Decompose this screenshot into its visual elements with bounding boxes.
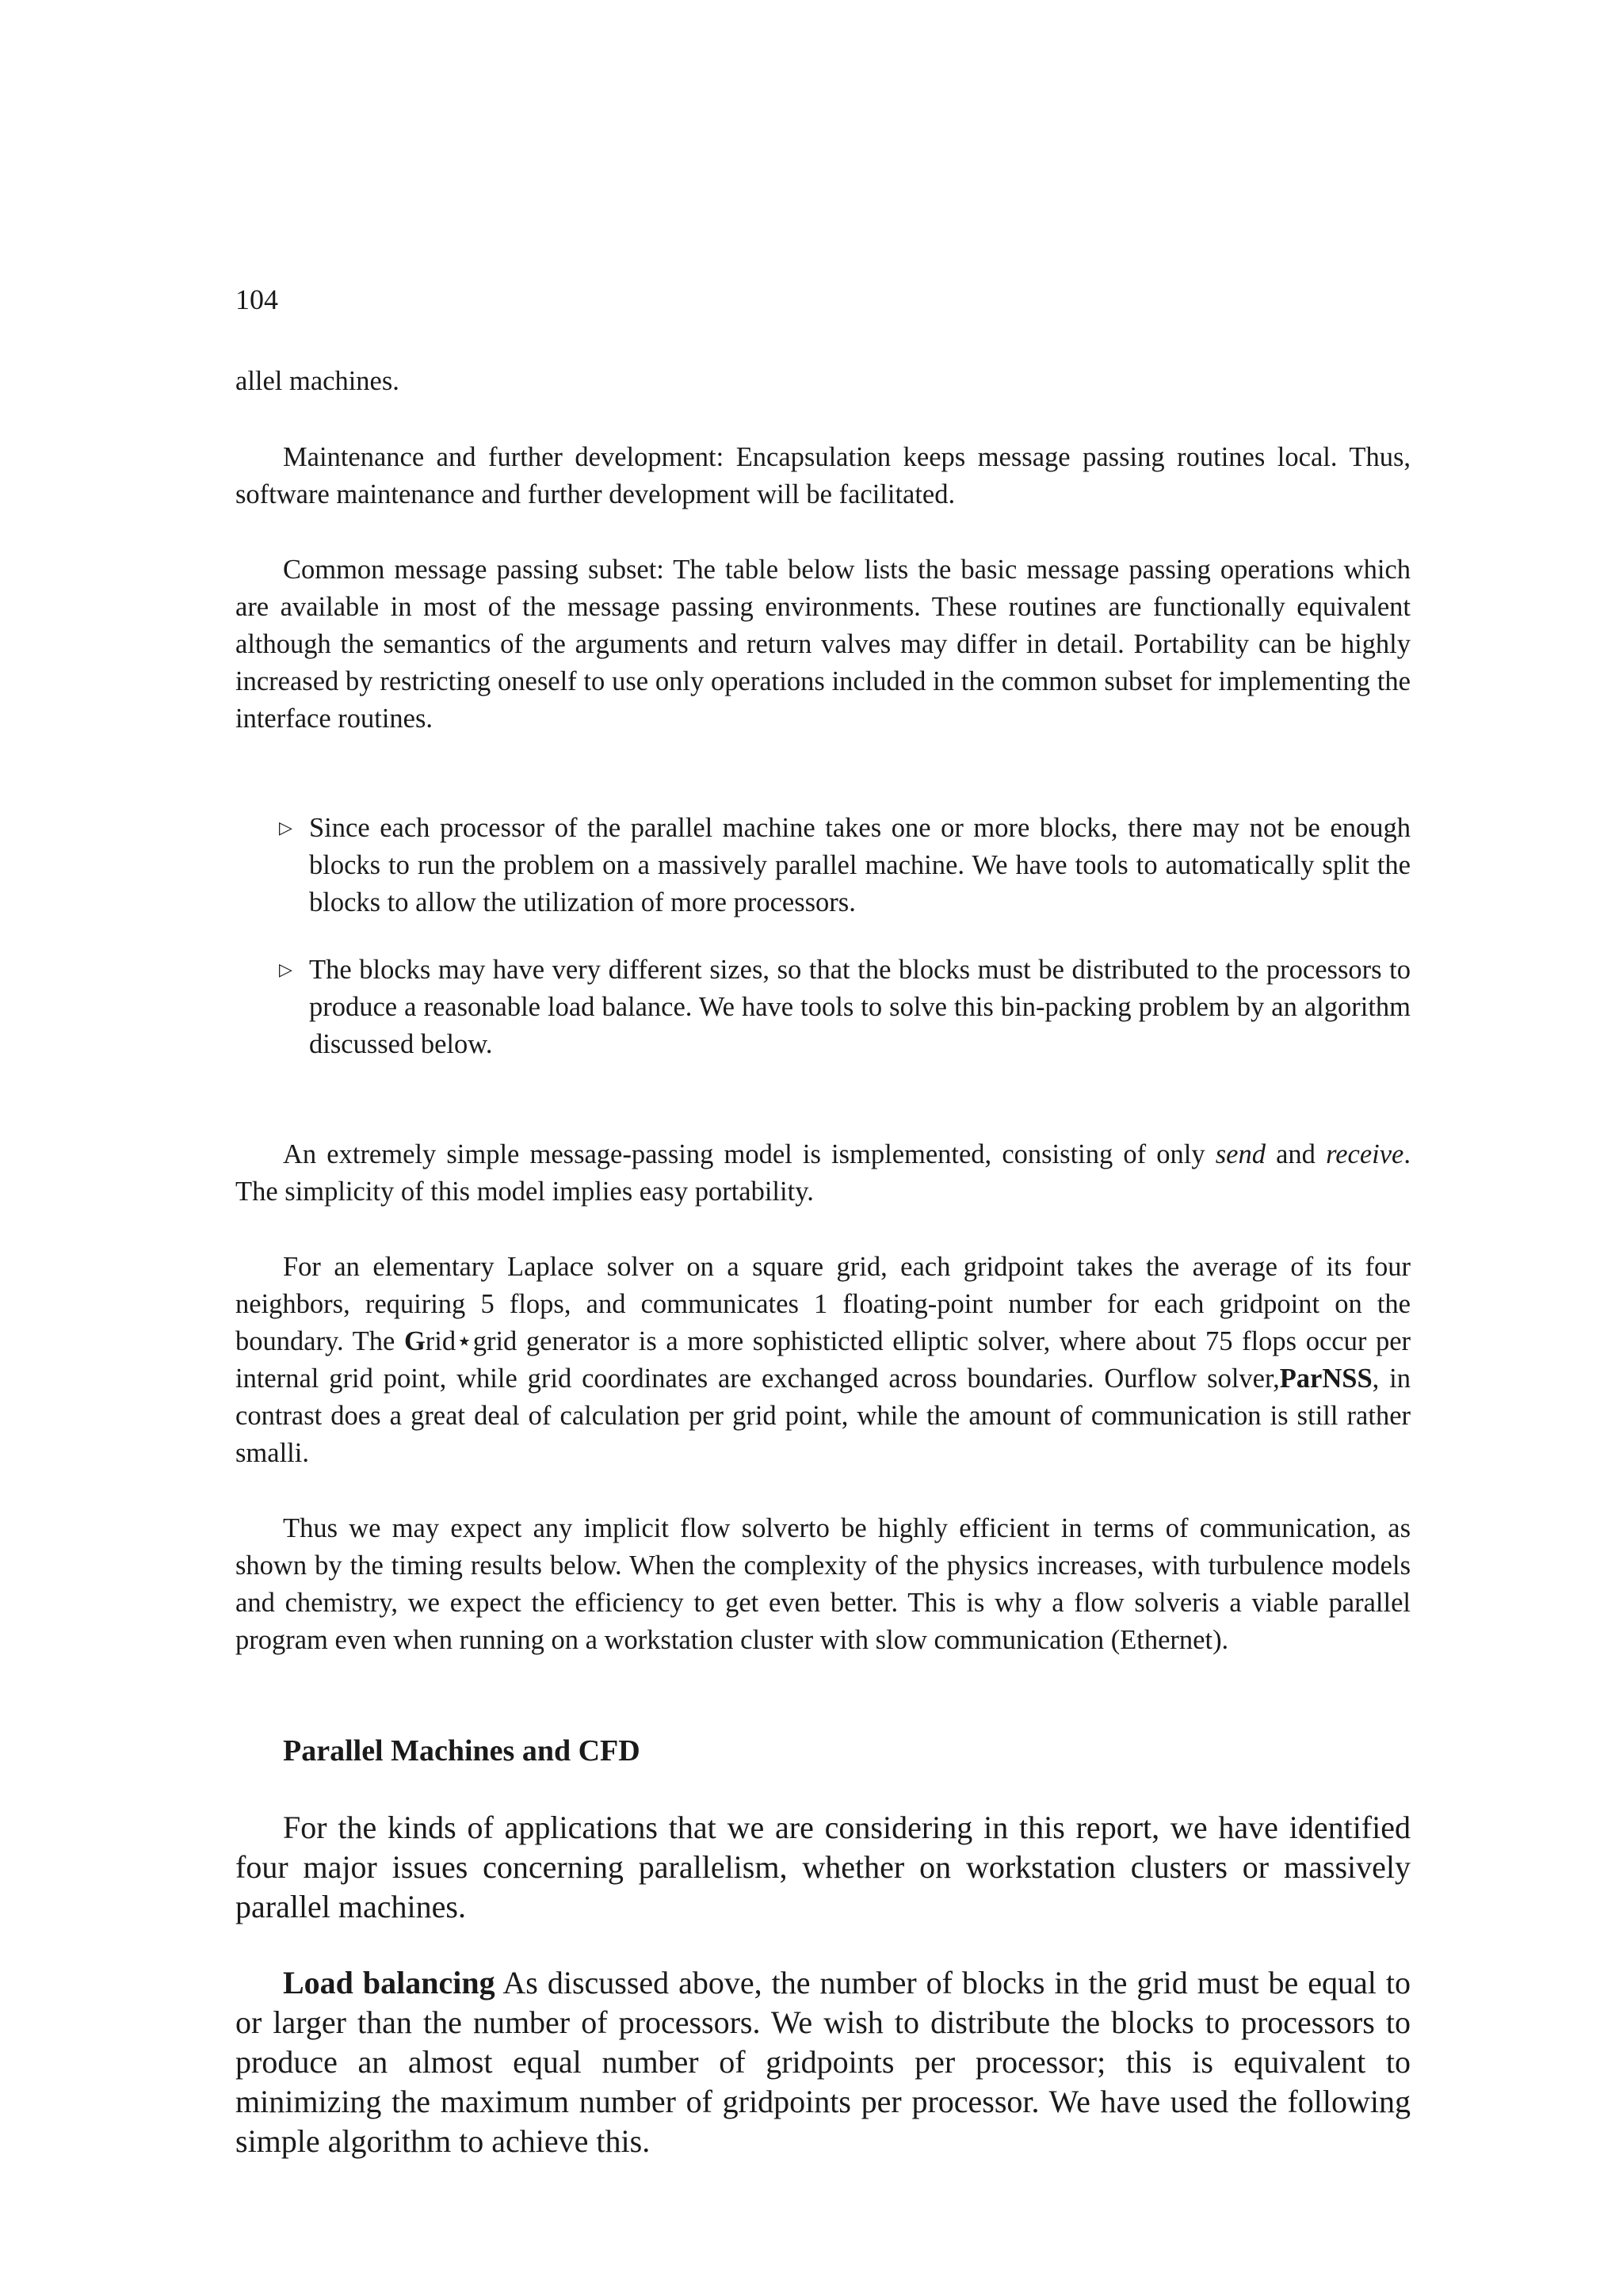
- triangle-right-outline-icon: ▷: [279, 818, 292, 838]
- bullet-item: [279, 810, 1411, 921]
- text-run: , in contrast does a great deal of calculation per grid point, while the amount of communication is still rather smalli.: [235, 1363, 1411, 1468]
- text-run: rid⋆grid generator is a more sophisticted elliptic solver, where about 75 flops occur per internal grid point, while grid coordinates are exchanged across boundaries. Ourflow solver,: [235, 1326, 1411, 1394]
- paragraph-load-balancing: [235, 1963, 1411, 2161]
- text-run: . The simplicity of this model implies easy portability.: [235, 1139, 1411, 1207]
- page-number: 104: [235, 284, 278, 315]
- emphasis-send: send: [1215, 1139, 1266, 1169]
- emphasis-receive: receive: [1326, 1139, 1404, 1169]
- text-run: and: [1265, 1139, 1327, 1169]
- paragraph-common-subset: Common message passing subset: The table below lists the basic message passing operations which are available in most of the message passing environments. These routines are functionally equivalent although the semantics of the arguments and return valves may differ in detail. Portability can be highly increased by restricting oneself to use only operations included in the common subset for implementing the interface routines.: [235, 555, 1411, 734]
- section-heading: Parallel Machines and CFD: [283, 1734, 640, 1768]
- load-balancing-lead: Load balancing: [283, 1965, 495, 2000]
- paragraph-message-passing-model: [235, 1136, 1411, 1211]
- paragraph-parallelism-issues: For the kinds of applications that we are considering in this report, we have identified four major issues concerning parallelism, whether on workstation clusters or massively parallel machines.: [235, 1810, 1411, 1924]
- paragraph-continuation: allel machines.: [235, 366, 399, 396]
- bullet-item: [279, 952, 1411, 1063]
- bullet-text: The blocks may have very different sizes, so that the blocks must be distributed to the processors to produce a reasonable load balance. We have tools to solve this bin-packing problem by an algorithm discussed below.: [309, 955, 1411, 1059]
- paragraph-flow-solver-efficiency: Thus we may expect any implicit flow solverto be highly efficient in terms of communication, as shown by the timing results below. When the complexity of the physics increases, with turbulence models and chemistry, we expect the efficiency to get even better. This is why a flow solveris a viable parallel program even when running on a workstation cluster with slow communication (Ethernet).: [235, 1513, 1411, 1655]
- paragraph-maintenance: Maintenance and further development: Encapsulation keeps message passing routines local. Thus, software maintenance and further development will be facilitated.: [235, 442, 1411, 509]
- paragraph-laplace-solver: [235, 1249, 1411, 1472]
- triangle-right-outline-icon: ▷: [279, 960, 292, 980]
- bullet-list: [279, 810, 1411, 1063]
- grid-star-grid-g: G: [403, 1326, 426, 1356]
- text-run: An extremely simple message-passing model is ismplemented, consisting of only: [283, 1139, 1216, 1169]
- parnss-name: ParNSS: [1279, 1363, 1373, 1394]
- text-run: For an elementary Laplace solver on a square grid, each gridpoint takes the average of its four neighbors, requiring 5 flops, and communicates 1 floating-point number for each gridpoint on the boundary. The: [235, 1252, 1411, 1356]
- text-run: As discussed above, the number of blocks in the grid must be equal to or larger than the number of processors. We wish to distribute the blocks to processors to produce an almost equal number of gridpoints per processor; this is equivalent to minimizing the maximum number of gridpoints per processor. We have used the following simple algorithm to achieve this.: [235, 1965, 1411, 2159]
- bullet-text: Since each processor of the parallel machine takes one or more blocks, there may not be enough blocks to run the problem on a massively parallel machine. We have tools to automatically split the blocks to allow the utilization of more processors.: [309, 813, 1411, 917]
